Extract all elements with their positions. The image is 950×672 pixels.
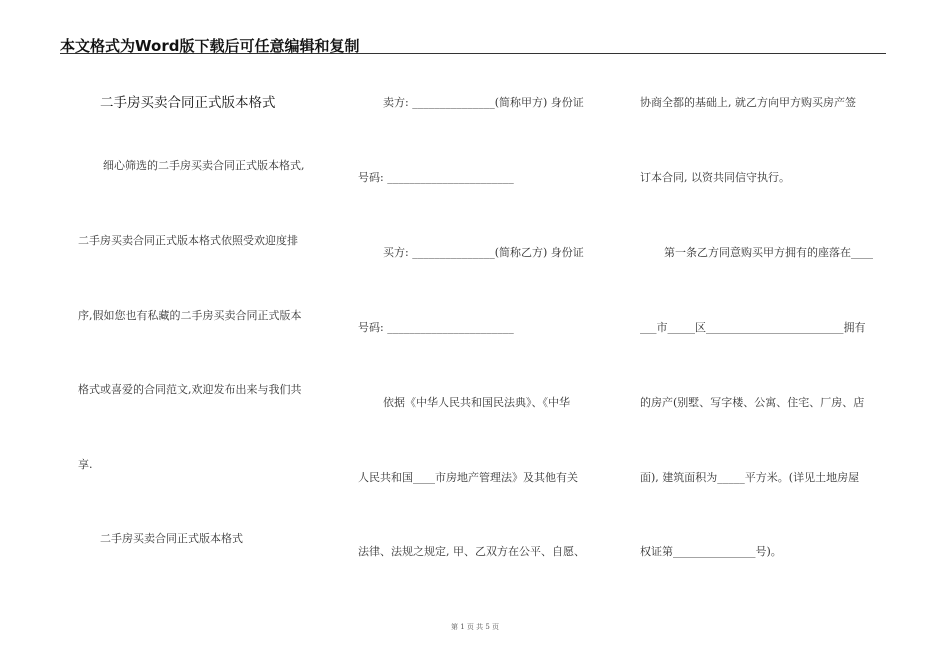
paragraph-line: 订本合同, 以资共同信守执行。	[640, 171, 790, 184]
section-subtitle: 二手房买卖合同正式版本格式	[100, 532, 243, 545]
header-divider	[60, 53, 886, 54]
page-number: 第 1 页 共 5 页	[450, 623, 500, 631]
paragraph-line: 的房产(别墅、写字楼、公寓、住宅、厂房、店	[640, 396, 865, 409]
document-header-title: 本文格式为Word版下载后可任意编辑和复制	[60, 37, 360, 55]
paragraph-line: 细心筛选的二手房买卖合同正式版本格式,	[103, 159, 305, 172]
seller-id-line: 号码: _______________________	[358, 171, 514, 184]
paragraph-line: ___市_____区_________________________拥有	[640, 321, 866, 334]
paragraph-line: 人民共和国____市房地产管理法》及其他有关	[358, 471, 578, 484]
seller-line: 卖方: _______________(简称甲方) 身份证	[383, 96, 584, 109]
paragraph-line: 二手房买卖合同正式版本格式依照受欢迎度排	[78, 234, 298, 247]
paragraph-line: 序,假如您也有私藏的二手房买卖合同正式版本	[78, 309, 302, 322]
paragraph-line: 面), 建筑面积为_____平方米。(详见土地房屋	[640, 471, 860, 484]
paragraph-line: 法律、法规之规定, 甲、乙双方在公平、自愿、	[358, 545, 585, 558]
paragraph-line: 格式或喜爱的合同范文,欢迎发布出来与我们共	[78, 383, 302, 396]
article-one-line: 第一条乙方同意购买甲方拥有的座落在____	[664, 246, 873, 259]
contract-title: 二手房买卖合同正式版本格式	[100, 95, 276, 111]
buyer-line: 买方: _______________(简称乙方) 身份证	[383, 246, 584, 259]
paragraph-line: 依据《中华人民共和国民法典》、《中华	[383, 396, 570, 409]
buyer-id-line: 号码: _______________________	[358, 321, 514, 334]
paragraph-line: 享.	[78, 458, 93, 471]
paragraph-line: 协商全都的基础上, 就乙方向甲方购买房产签	[640, 96, 856, 109]
paragraph-line: 权证第_______________号)。	[640, 545, 782, 558]
